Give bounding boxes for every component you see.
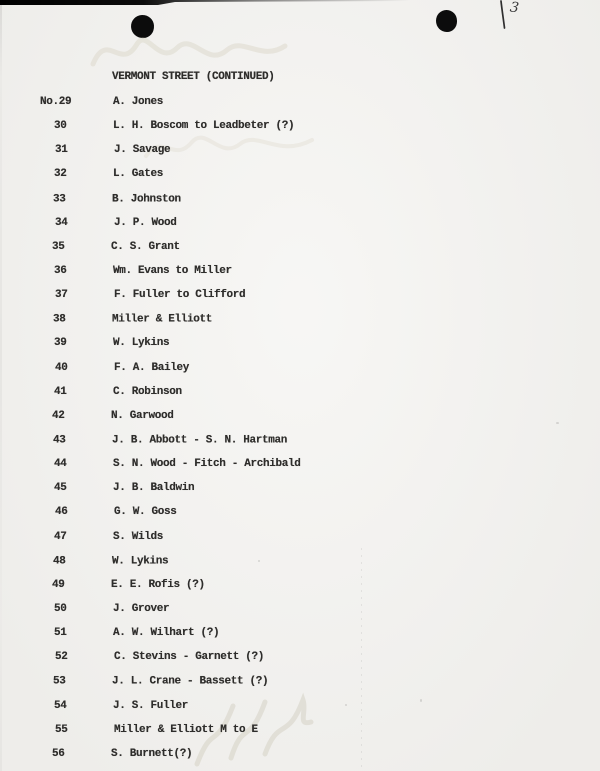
scan-edge-artifact-left [0, 0, 2, 771]
entry-name: L. Gates [113, 168, 164, 181]
entry-number: 42 [52, 409, 65, 422]
list-row [41, 138, 561, 162]
entry-name: S. Burnett(?) [111, 747, 193, 760]
list-row [41, 356, 561, 380]
entry-number: 53 [53, 675, 66, 688]
entry-name: F. Fuller to Clifford [114, 289, 246, 302]
entry-number: 52 [55, 651, 68, 664]
entry-number: 33 [53, 193, 66, 206]
entry-number: 38 [53, 313, 66, 326]
entry-name: S. N. Wood - Fitch - Archibald [113, 458, 301, 471]
punch-hole-right [436, 10, 457, 32]
entry-number: 45 [54, 482, 67, 495]
entry-number: 51 [54, 627, 67, 640]
page-number-annotation [494, 0, 534, 34]
entry-number: 56 [52, 747, 65, 760]
crease-line [361, 548, 362, 771]
punch-hole-left [130, 14, 156, 40]
entry-name: G. W. Goss [114, 506, 177, 519]
list-row [40, 452, 560, 476]
entry-name: J. S. Fuller [113, 699, 189, 712]
entry-number: 44 [54, 458, 67, 471]
list-row [40, 621, 560, 645]
entry-name: A. Jones [113, 96, 164, 109]
list-row [40, 162, 560, 186]
list-row [38, 235, 558, 259]
list-row [39, 308, 559, 332]
entry-number: 30 [54, 120, 67, 133]
page-number: 3 [509, 0, 520, 17]
entry-number: 32 [54, 168, 67, 181]
entry-name: S. Wilds [113, 530, 164, 543]
entry-name: C. Robinson [113, 385, 182, 398]
list-row [39, 187, 559, 211]
entry-number: 46 [55, 506, 68, 519]
entry-name: W. Lykins [113, 337, 170, 350]
list-row [40, 694, 560, 718]
entry-list [40, 90, 560, 766]
list-row [41, 211, 561, 235]
entry-name: F. A. Bailey [114, 361, 190, 374]
entry-name: J. Grover [113, 603, 170, 616]
entry-number: 31 [55, 144, 68, 157]
list-row [41, 283, 561, 307]
scan-speck [258, 560, 260, 562]
list-row [40, 331, 560, 355]
entry-name: C. S. Grant [111, 240, 180, 253]
entry-number: 47 [54, 530, 67, 543]
page-title: VERMONT STREET (CONTINUED) [112, 71, 275, 83]
list-row [40, 380, 560, 404]
entry-name: J. L. Crane - Bassett (?) [112, 675, 269, 688]
entry-number: 39 [54, 337, 67, 350]
scan-speck [345, 704, 347, 706]
entry-name: Miller & Elliott [112, 313, 213, 326]
list-row [40, 476, 560, 500]
entry-number: 35 [52, 240, 65, 253]
entry-number: 48 [53, 555, 66, 568]
entry-name: L. H. Boscom to Leadbeter (?) [113, 120, 295, 133]
entry-name: B. Johnston [112, 193, 181, 206]
entry-number: 41 [54, 385, 67, 398]
entry-name: J. B. Baldwin [113, 482, 195, 495]
list-row [41, 500, 561, 524]
bleed-through-mark [85, 22, 295, 77]
entry-number: 34 [55, 216, 68, 229]
entry-name: N. Garwood [111, 409, 174, 422]
scan-edge-artifact [0, 0, 410, 6]
list-row [39, 670, 559, 694]
list-row [40, 525, 560, 549]
entry-number: 36 [54, 265, 67, 278]
list-row [40, 114, 560, 138]
entry-name: Wm. Evans to Miller [113, 265, 232, 278]
entry-number: 49 [52, 578, 65, 591]
entry-number: 37 [55, 289, 68, 302]
entry-name: J. Savage [114, 144, 171, 157]
scan-speck [556, 422, 559, 424]
list-row [38, 742, 558, 766]
entry-name: A. W. Wilhart (?) [113, 627, 220, 640]
list-row [40, 90, 560, 114]
list-row [39, 428, 559, 452]
entry-name: J. B. Abbott - S. N. Hartman [112, 434, 288, 447]
list-row [38, 404, 558, 428]
entry-number: 54 [54, 699, 67, 712]
entry-name: E. E. Rofis (?) [111, 578, 205, 591]
entry-name: Miller & Elliott M to E [114, 723, 258, 736]
list-row [41, 645, 561, 669]
entry-number: 43 [53, 434, 66, 447]
list-row [38, 573, 558, 597]
entry-number: 55 [55, 723, 68, 736]
scan-speck [420, 699, 422, 702]
entry-name: C. Stevins - Garnett (?) [114, 651, 265, 664]
list-row [40, 597, 560, 621]
entry-name: W. Lykins [112, 555, 169, 568]
entry-number: 40 [55, 361, 68, 374]
list-row [40, 259, 560, 283]
entry-name: J. P. Wood [114, 216, 177, 229]
entry-number: No.29 [40, 96, 72, 109]
list-row [41, 718, 561, 742]
entry-number: 50 [54, 603, 67, 616]
list-row [39, 549, 559, 573]
